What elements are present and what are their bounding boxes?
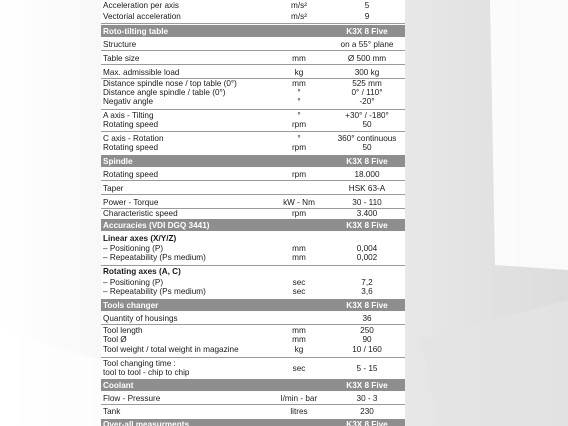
spec-value: 250 <box>360 326 374 335</box>
section-header-accuracies <box>101 219 405 231</box>
section-title: Coolant <box>103 381 134 390</box>
spec-unit: sec <box>292 364 306 373</box>
spec-table <box>101 0 405 426</box>
spec-label: – Repeatability (Ps medium) <box>103 253 206 262</box>
spec-label: Negativ angle <box>103 97 154 106</box>
spec-unit: kg <box>294 345 304 354</box>
spec-label: Vectorial acceleration <box>103 12 181 21</box>
section-title: Roto-tilting table <box>103 27 169 36</box>
section-model: K3X 8 Five <box>346 221 388 230</box>
spec-value: HSK 63-A <box>348 184 386 193</box>
spec-row <box>101 167 405 181</box>
spec-row <box>101 311 405 325</box>
spec-label: Acceleration per axis <box>103 1 179 10</box>
spec-value: 50 <box>362 120 372 129</box>
section-title: Over-all measurments <box>103 420 190 426</box>
spec-label: Taper <box>103 184 124 193</box>
section-model: K3X 8 Five <box>346 381 388 390</box>
spec-group <box>101 232 405 266</box>
spec-value: 36 <box>362 314 372 323</box>
spec-unit: mm <box>292 335 306 344</box>
section-title: Accuracies (VDI DGQ 3441) <box>103 221 210 230</box>
spec-row <box>101 405 405 418</box>
spec-row <box>101 391 405 405</box>
spec-label: Quantity of housings <box>103 314 178 323</box>
spec-row <box>101 325 405 358</box>
section-model: K3X 8 Five <box>346 301 388 310</box>
spec-value: 230 <box>360 407 374 416</box>
spec-label: – Positioning (P) <box>103 278 164 287</box>
section-header-overall-measurements <box>101 419 405 426</box>
spec-value: Ø 500 mm <box>347 54 387 63</box>
spec-label: Tool Ø <box>103 335 127 344</box>
spec-label: Tool changing time : <box>103 359 176 368</box>
spec-row <box>101 65 405 79</box>
spec-unit: m/s² <box>291 1 307 10</box>
spec-unit: rpm <box>291 120 307 129</box>
spec-group <box>101 266 405 298</box>
section-header-coolant <box>101 379 405 391</box>
spec-row <box>101 358 405 378</box>
section-model: K3X 8 Five <box>346 27 388 36</box>
spec-label: C axis - Rotation <box>103 134 164 143</box>
spec-label: Flow - Pressure <box>103 394 161 403</box>
spec-label: – Repeatability (Ps medium) <box>103 287 206 296</box>
spec-value: 360° continuous <box>337 134 397 143</box>
spec-value: 10 / 160 <box>352 345 382 354</box>
spec-unit: kg <box>294 68 304 77</box>
spec-row <box>101 51 405 65</box>
section-title: Spindle <box>103 157 133 166</box>
spec-value: 90 <box>362 335 372 344</box>
spec-label: A axis - Tilting <box>103 111 154 120</box>
spec-value: 3,6 <box>361 287 373 296</box>
spec-unit: mm <box>292 244 306 253</box>
spec-unit: mm <box>292 253 306 262</box>
spec-label: Table size <box>103 54 140 63</box>
spec-label: Power - Torque <box>103 198 159 207</box>
spec-unit: sec <box>292 287 306 296</box>
spec-label: tool to tool - chip to chip <box>103 368 190 377</box>
spec-label: Distance angle spindle / table (0°) <box>103 88 226 97</box>
spec-label: Rotating speed <box>103 120 159 129</box>
spec-value: on a 55° plane <box>340 40 394 49</box>
section-title: Tools changer <box>103 301 159 310</box>
group-heading: Linear axes (X/Y/Z) <box>103 234 177 243</box>
spec-unit: mm <box>292 79 306 88</box>
spec-label: Structure <box>103 40 137 49</box>
spec-unit: mm <box>292 326 306 335</box>
spec-value: 0,002 <box>356 253 378 262</box>
spec-label: Rotating speed <box>103 170 159 179</box>
spec-row <box>101 132 405 153</box>
spec-value: 0,004 <box>356 244 378 253</box>
spec-value: +30° / -180° <box>345 111 389 120</box>
section-model: K3X 8 Five <box>346 420 388 426</box>
spec-unit: litres <box>290 407 308 416</box>
spec-unit: rpm <box>291 209 307 218</box>
spec-unit: rpm <box>291 143 307 152</box>
spec-unit: m/s² <box>291 12 307 21</box>
section-header-spindle <box>101 155 405 167</box>
spec-row <box>101 79 405 110</box>
spec-label: Max. admissible load <box>103 68 180 77</box>
spec-unit: mm <box>292 54 306 63</box>
spec-value: 50 <box>362 143 372 152</box>
spec-label: Characteristic speed <box>103 209 178 218</box>
spec-label: – Positioning (P) <box>103 244 164 253</box>
spec-value: 0° / 110° <box>351 88 383 97</box>
spec-unit: kW - Nm <box>283 198 315 207</box>
spec-row <box>101 181 405 195</box>
spec-unit: ° <box>297 97 301 106</box>
spec-label: Tool length <box>103 326 143 335</box>
spec-unit: ° <box>297 88 301 97</box>
group-heading: Rotating axes (A, C) <box>103 267 181 276</box>
section-model: K3X 8 Five <box>346 157 388 166</box>
spec-row <box>101 195 405 209</box>
spec-value: 5 <box>364 1 370 10</box>
spec-value: 3.400 <box>356 209 378 218</box>
spec-row <box>101 37 405 51</box>
spec-row <box>101 110 405 132</box>
spec-value: 525 mm <box>352 79 382 88</box>
spec-value: 18.000 <box>354 170 380 179</box>
spec-row <box>101 10 405 24</box>
spec-label: Distance spindle nose / top table (0°) <box>103 79 237 88</box>
spec-unit: l/min - bar <box>280 394 318 403</box>
section-header-roto-tilting-table <box>101 25 405 37</box>
spec-value: 300 kg <box>354 68 380 77</box>
spec-label: Tank <box>103 407 121 416</box>
spec-value: -20° <box>359 97 375 106</box>
spec-label: Tool weight / total weight in magazine <box>103 345 239 354</box>
section-header-tools-changer <box>101 299 405 311</box>
spec-unit: rpm <box>291 170 307 179</box>
spec-unit: ° <box>297 111 301 120</box>
spec-unit: ° <box>297 134 301 143</box>
spec-unit: sec <box>292 278 306 287</box>
spec-value: 30 - 3 <box>356 394 378 403</box>
spec-value: 9 <box>364 12 370 21</box>
spec-value: 7,2 <box>361 278 373 287</box>
spec-value: 5 - 15 <box>356 364 378 373</box>
spec-label: Rotating speed <box>103 143 159 152</box>
spec-value: 30 - 110 <box>352 198 382 207</box>
